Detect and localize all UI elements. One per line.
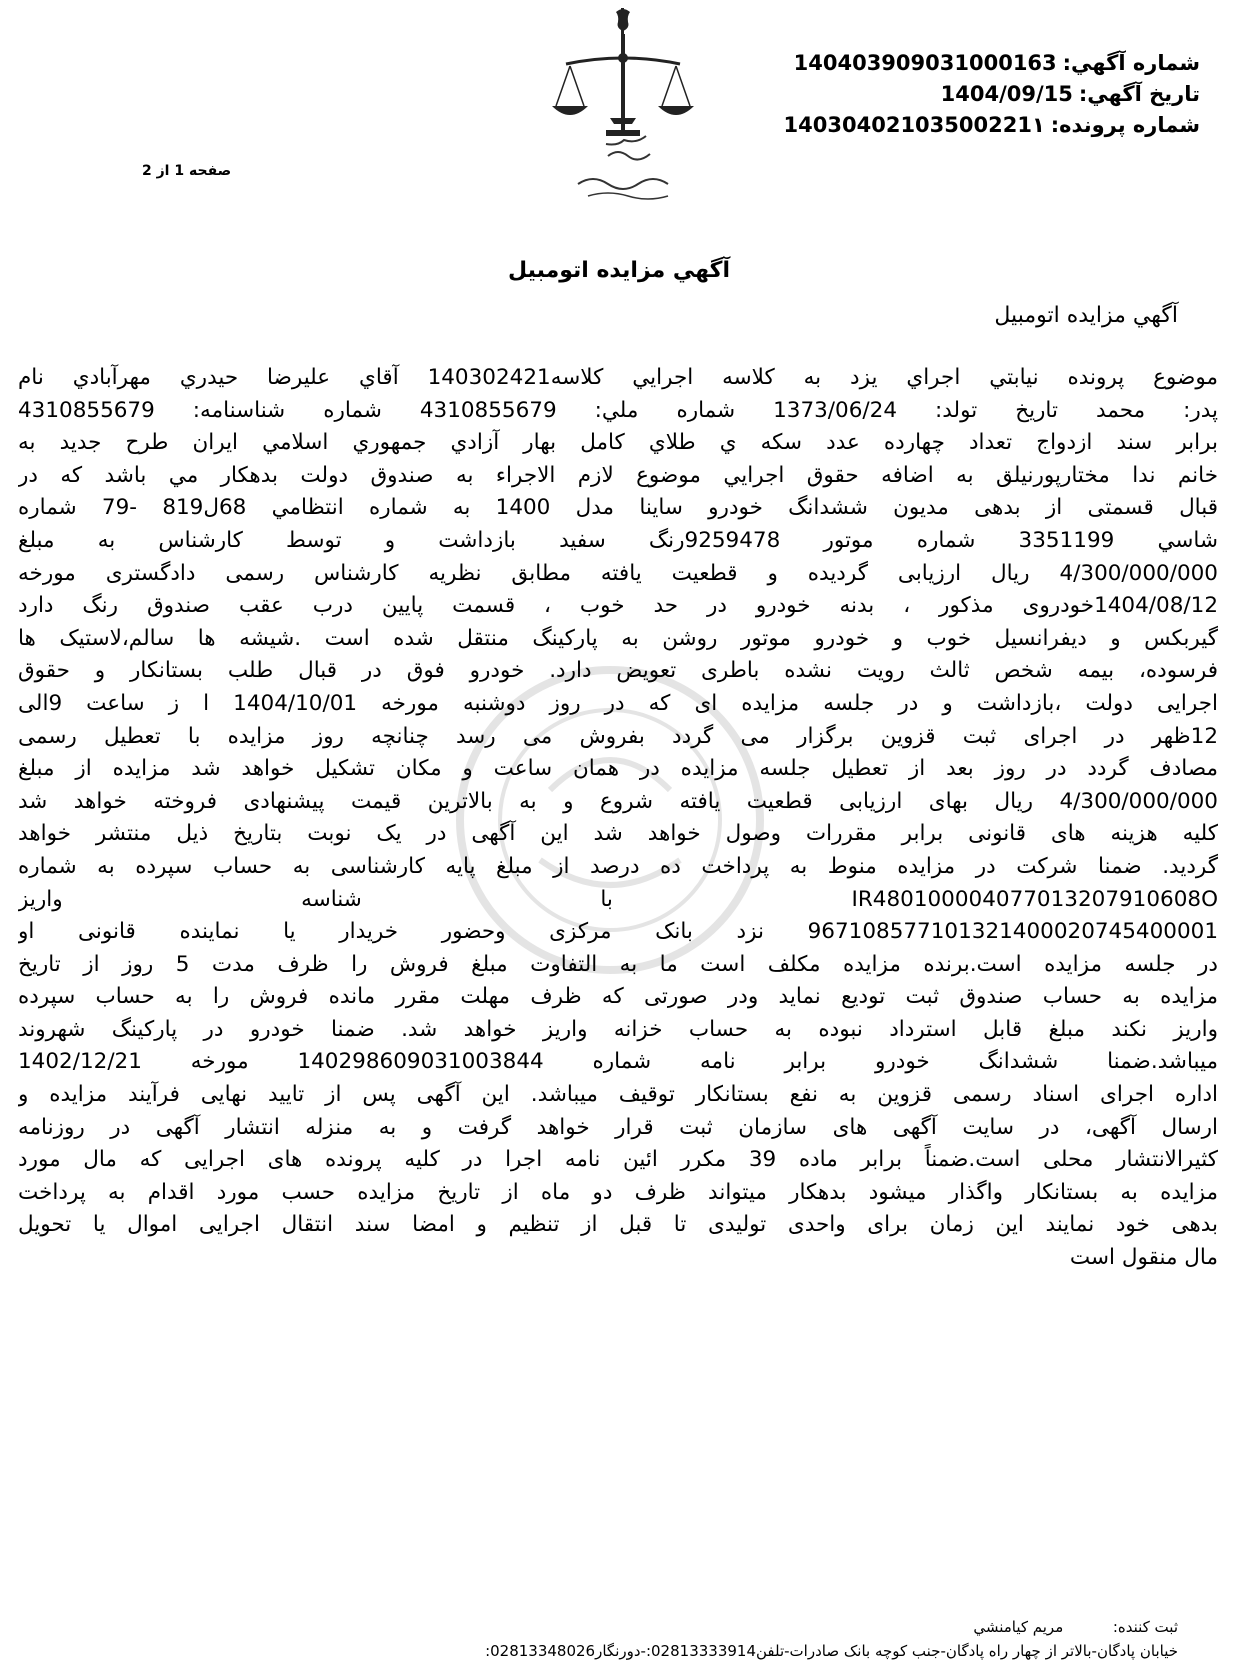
judiciary-emblem-icon bbox=[548, 6, 698, 211]
body-line: مزايده به حساب صندوق ثبت توديع نمايد ودر صورتی كه ظرف مهلت مقرر مانده فروش را به حساب سپرده bbox=[18, 984, 1218, 1010]
body-line: كليه هزينه های قانونی برابر مقررات وصول خواهد شد اين آگهی در يک نوبت بتاريخ ذيل منتشر خواهد bbox=[18, 821, 1218, 847]
office-address: خيابان پادگان-بالاتر از چهار راه پادگان-جنب كوچه بانک صادرات-تلفن02813333914:-دورنگار02813348026: bbox=[485, 1642, 1178, 1660]
body-line: 4/300/000/000 ريال ارزيابی گرديده و قطعيت يافته مطابق نظريه كارشناس رسمی دادگستری مورخه bbox=[18, 560, 1218, 586]
notice-number-label: شماره آگهي: bbox=[1062, 51, 1200, 75]
case-number-label: شماره پرونده: bbox=[1050, 113, 1200, 137]
body-line: گيربكس و ديفرانسيل خوب و خودرو موتور روشن به پاركينگ منتقل شده است .شيشه ها سالم،لاستيک ها bbox=[18, 625, 1218, 651]
body-line: برابر سند ازدواج تعداد چهارده عدد سكه ي طلاي كامل بهار آزادي جمهوري اسلامي ايران طرح جديد به bbox=[18, 430, 1218, 456]
notice-meta bbox=[740, 48, 1200, 141]
body-line: ميباشد.ضمنا ششدانگ خودرو برابر نامه شماره 140298609031003844 مورخه 1402/12/21 bbox=[18, 1049, 1218, 1075]
body-line: ارسال آگهی، در سايت آگهی های سازمان ثبت قرار خواهد گرفت و به منزله انتشار آگهی در روزنامه bbox=[18, 1114, 1218, 1140]
body-line: 967108577101321400020745400001 نزد بانک مركزی وحضور خريدار يا نماينده قانونی او bbox=[18, 919, 1218, 945]
body-line: فرسوده، بيمه شخص ثالث رويت نشده باطری تعويض دارد. خودرو فوق در قبال طلب بستانكار و حقوق bbox=[18, 658, 1218, 684]
body-line: موضوع پرونده نيابتي اجراي يزد به كلاسه اجرايي كلاسه140302421 آقاي عليرضا حيدري مهرآبادي نام bbox=[18, 365, 1218, 390]
body-line: خانم ندا مختارپورنيلق به اضافه حقوق اجرايي موضوع لازم الاجراء به صندوق دولت بدهكار مي باشد كه در bbox=[18, 462, 1218, 488]
body-line: مصادف گردد در روز بعد از تعطيل جلسه مزايده در همان ساعت و مكان تشكيل خواهد شد مزايده از مبلغ bbox=[18, 756, 1218, 782]
notice-number: 140403909031000163 bbox=[793, 51, 1057, 75]
body-line: 12ظهر در اجرای ثبت قزوين برگزار می گردد بفروش می رسد چنانچه روز مزايده با تعطيل رسمی bbox=[18, 723, 1218, 749]
body-line: قبال قسمتی از بدهی مديون ششدانگ خودرو ساینا مدل 1400 به شماره انتظامي 68ل819 -79 شماره bbox=[18, 495, 1218, 521]
case-number-row bbox=[740, 110, 1200, 141]
registrar-name: مريم كيامنشي bbox=[973, 1618, 1064, 1636]
body-line: 1404/08/12خودروی مذكور ، بدنه خودرو در حد خوب ، قسمت پايين درب عقب صندوق رنگ دارد bbox=[18, 593, 1218, 619]
body-line: اجرايی دولت ،بازداشت و در جلسه مزايده ای كه در روز دوشنبه مورخه 1404/10/01 ا ز ساعت 9الی bbox=[18, 690, 1218, 716]
body-line: در جلسه مزايده است.برنده مزايده مكلف است ما به التفاوت مبلغ فروش را ظرف مدت 5 روز از تاريخ bbox=[18, 951, 1218, 977]
notice-date: 1404/09/15 bbox=[940, 82, 1073, 106]
announcement-body bbox=[18, 362, 1218, 1275]
notice-date-label: تاريخ آگهي: bbox=[1078, 82, 1200, 106]
page-subtitle: آگهي مزايده اتومبيل bbox=[994, 303, 1178, 328]
notice-number-row bbox=[740, 48, 1200, 79]
body-line: IR480100004077013207910608O با شناسه واريز bbox=[18, 886, 1218, 912]
body-line: گرديد. ضمنا شركت در مزايده منوط به پرداخت ده درصد از مبلغ پايه كارشناسی به حساب سپرده به شماره bbox=[18, 853, 1218, 879]
body-line: واريز نكند مبلغ قابل استرداد نبوده به حساب خزانه واريز خواهد شد. ضمنا خودرو در پاركينگ شهروند bbox=[18, 1016, 1218, 1042]
body-line: مزايده به بستانكار واگذار ميشود بدهكار ميتواند ظرف دو ماه از تاريخ مزايده حسب مورد اقدام به پرداخت bbox=[18, 1179, 1218, 1205]
body-line: اداره اجرای اسناد رسمی قزوين به نفع بستانكار توقيف ميباشد. اين آگهی پس از تاييد نهايی فرآيند مزايده و bbox=[18, 1082, 1218, 1108]
body-line: پدر: محمد تاريخ تولد: 1373/06/24 شماره ملي: 4310855679 شماره شناسنامه: 4310855679 bbox=[18, 397, 1218, 423]
body-line: مال منقول است bbox=[1069, 1245, 1218, 1271]
registrar-label: ثبت كننده: bbox=[1112, 1618, 1178, 1636]
body-line: شاسي 3351199 شماره موتور 9259478رنگ سفيد بازداشت و توسط كارشناس به مبلغ bbox=[18, 527, 1218, 553]
case-number: 14030402103500221١ bbox=[783, 113, 1045, 137]
page-title: آگهي مزايده اتومبيل bbox=[507, 258, 731, 283]
body-line: كثيرالانتشار محلی است.ضمناً برابر ماده 39 مكرر ائين نامه اجرا در كليه پرونده های اجرايی كه مال مورد bbox=[18, 1147, 1218, 1173]
body-line: 4/300/000/000 ريال بهای ارزيابی قطعيت يافته شروع و به بالاترين قيمت پيشنهادی فروخته خواهد شد bbox=[18, 788, 1218, 814]
page-indicator: صفحه 1 از 2 bbox=[142, 163, 232, 179]
body-line: بدهی خود نمايند اين زمان برای واحدی توليدی تا قبل از تنظيم و امضا سند انتقال اجرايی اموال يا تحويل bbox=[18, 1212, 1218, 1238]
registrar bbox=[973, 1618, 1178, 1636]
notice-date-row bbox=[740, 79, 1200, 110]
